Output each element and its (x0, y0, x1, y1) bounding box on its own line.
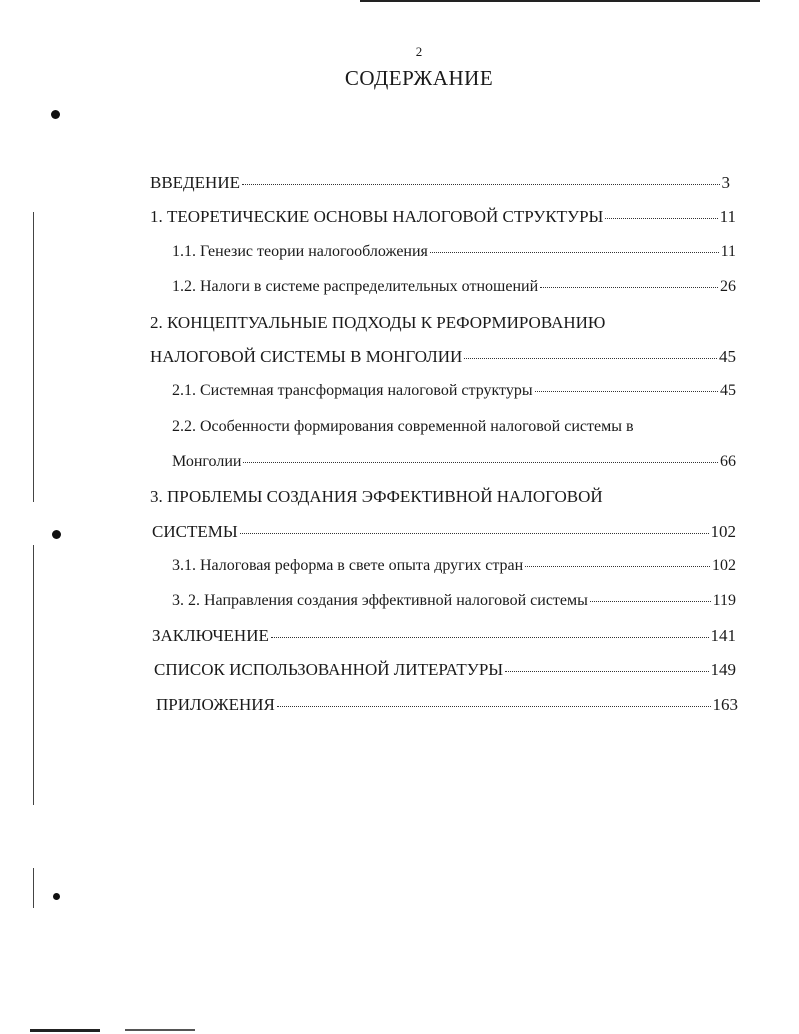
toc-entry-label: СИСТЕМЫ (152, 522, 238, 541)
toc-entry-section-3-2[interactable] (172, 592, 736, 610)
toc-page-number: 26 (720, 278, 736, 295)
toc-entry-label: 3. 2. Направления создания эффективной налоговой системы (172, 592, 588, 609)
punch-hole-mark (53, 893, 60, 900)
toc-page-number: 45 (720, 382, 736, 399)
toc-entry-chapter-2-line-1[interactable]: 2. КОНЦЕПТУАЛЬНЫЕ ПОДХОДЫ К РЕФОРМИРОВАНИЮ (150, 313, 606, 332)
punch-hole-mark (51, 110, 60, 119)
dot-leader (525, 566, 710, 567)
toc-page-number: 149 (710, 660, 736, 679)
dot-leader (505, 671, 708, 672)
toc-entry-chapter-3-line-1[interactable]: 3. ПРОБЛЕМЫ СОЗДАНИЯ ЭФФЕКТИВНОЙ НАЛОГОВОЙ (150, 487, 603, 506)
toc-entry-label: 1. ТЕОРЕТИЧЕСКИЕ ОСНОВЫ НАЛОГОВОЙ СТРУКТУРЫ (150, 207, 604, 226)
toc-entry-appendices[interactable] (156, 695, 738, 715)
toc-entry-chapter-3[interactable] (152, 522, 736, 542)
toc-entry-label: ВВЕДЕНИЕ (150, 173, 240, 192)
dot-leader (277, 706, 711, 707)
scan-bottom-rule (30, 1029, 100, 1032)
dot-leader (243, 462, 718, 463)
dot-leader (242, 184, 720, 185)
toc-entry-section-1-1[interactable] (172, 243, 736, 261)
toc-page-number: 102 (710, 522, 736, 541)
scan-edge-line (33, 545, 34, 805)
toc-page-number: 3 (721, 173, 730, 192)
scan-edge-line (33, 212, 34, 502)
toc-entry-label: СПИСОК ИСПОЛЬЗОВАННОЙ ЛИТЕРАТУРЫ (154, 660, 504, 679)
toc-page-number: 45 (719, 347, 736, 366)
dot-leader (430, 252, 719, 253)
scan-edge-line (33, 868, 34, 908)
scan-top-rule (360, 0, 760, 2)
punch-hole-mark (52, 530, 61, 539)
toc-page-number: 11 (719, 207, 736, 226)
toc-entry-section-2-1[interactable] (172, 382, 736, 400)
toc-entry-chapter-2[interactable] (150, 347, 736, 367)
toc-page-number: 141 (710, 626, 736, 645)
page-title: СОДЕРЖАНИЕ (344, 66, 494, 90)
toc-entry-section-2-2[interactable] (172, 453, 736, 471)
dot-leader (240, 533, 709, 534)
toc-entry-label: НАЛОГОВОЙ СИСТЕМЫ В МОНГОЛИИ (150, 347, 463, 366)
toc-page-number: 119 (712, 592, 736, 609)
dot-leader (464, 358, 717, 359)
toc-entry-section-2-2-line-1[interactable]: 2.2. Особенности формирования современной налоговой системы в (172, 418, 634, 435)
toc-page-number: 163 (712, 695, 738, 714)
dot-leader (605, 218, 717, 219)
toc-entry-section-3-1[interactable] (172, 557, 736, 575)
toc-entry-label: ПРИЛОЖЕНИЯ (156, 695, 275, 714)
dot-leader (590, 601, 711, 602)
toc-entry-label: 1.2. Налоги в системе распределительных отношений (172, 278, 539, 295)
toc-entry-conclusion[interactable] (152, 626, 736, 646)
toc-entry-label: 1.1. Генезис теории налогообложения (172, 243, 428, 260)
scan-bottom-rule (125, 1029, 195, 1031)
toc-entry-intro[interactable] (150, 173, 730, 193)
toc-entry-label: 3.1. Налоговая реформа в свете опыта других стран (172, 557, 524, 574)
toc-entry-label: ЗАКЛЮЧЕНИЕ (152, 626, 269, 645)
toc-entry-references[interactable] (154, 660, 736, 680)
toc-page-number: 66 (720, 453, 736, 470)
toc-entry-chapter-1[interactable] (150, 207, 736, 227)
toc-page-number: 11 (720, 243, 736, 260)
toc-page-number: 102 (712, 557, 736, 574)
dot-leader (535, 391, 718, 392)
dot-leader (271, 637, 709, 638)
toc-entry-section-1-2[interactable] (172, 278, 736, 296)
page-number: 2 (415, 44, 423, 59)
toc-entry-label: 2.1. Системная трансформация налоговой структуры (172, 382, 533, 399)
toc-entry-label: Монголии (172, 453, 242, 470)
dot-leader (540, 287, 718, 288)
